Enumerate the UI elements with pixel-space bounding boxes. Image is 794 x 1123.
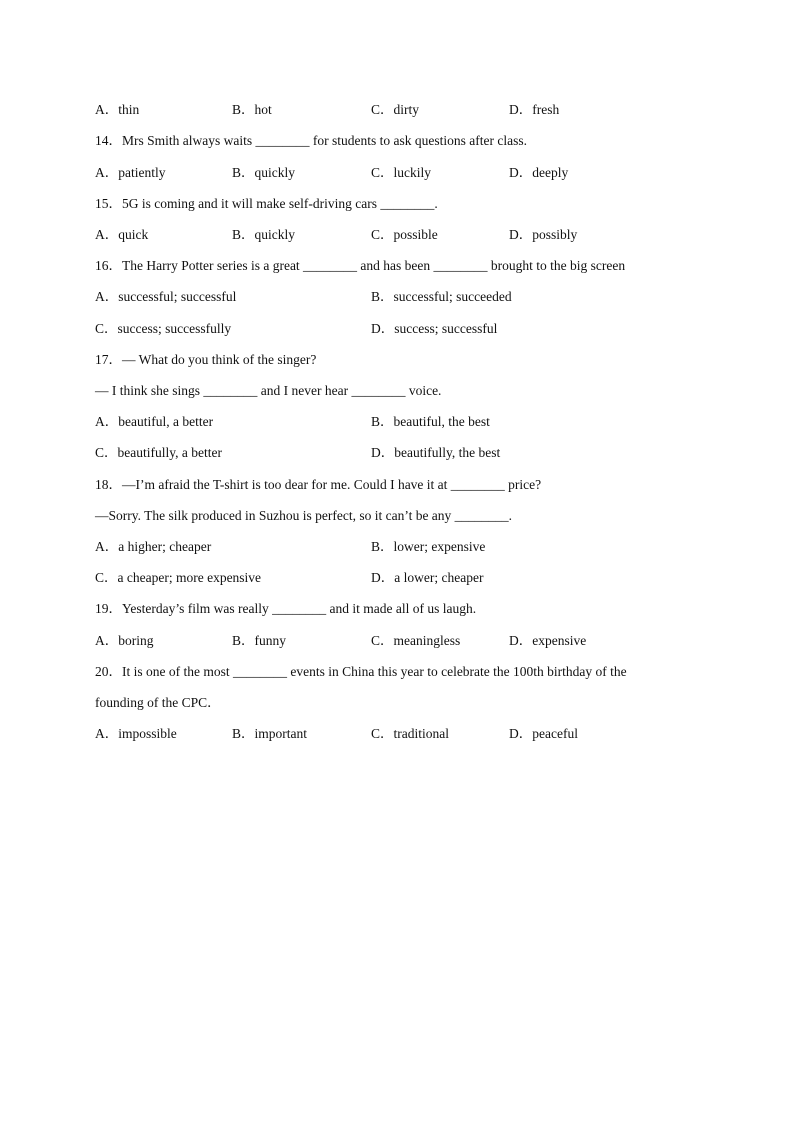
q18-stem-2: —Sorry. The silk produced in Suzhou is perfect, so it can’t be any ________.	[95, 508, 513, 523]
q16-option-c: C．success; successfully	[95, 321, 232, 336]
q13-option-b: B．hot	[232, 102, 272, 117]
q19-option-d: D．expensive	[509, 633, 587, 648]
q18-option-b: B．lower; expensive	[371, 539, 486, 554]
q17-option-c: C．beautifully, a better	[95, 445, 222, 460]
q20-stem-2: founding of the CPC．	[95, 695, 221, 710]
q15-stem: 15．5G is coming and it will make self-driving cars ________.	[95, 196, 438, 211]
q18-stem: 18．—I’m afraid the T-shirt is too dear for me. Could I have it at ________ price?	[95, 477, 542, 492]
q14-option-c: C．luckily	[371, 165, 431, 180]
q14-option-b: B．quickly	[232, 165, 295, 180]
q17-stem: 17．— What do you think of the singer?	[95, 352, 317, 367]
q19-option-b: B．funny	[232, 633, 286, 648]
q19-stem: 19．Yesterday’s film was really ________ and it made all of us laugh.	[95, 601, 477, 616]
q16-option-d: D．success; successful	[371, 321, 498, 336]
q14-stem: 14．Mrs Smith always waits ________ for students to ask questions after class.	[95, 133, 527, 148]
q14-option-a: A．patiently	[95, 165, 166, 180]
q18-option-c: C．a cheaper; more expensive	[95, 570, 262, 585]
q13-option-c: C．dirty	[371, 102, 420, 117]
q20-stem: 20．It is one of the most ________ events in China this year to celebrate the 100th birthday of the	[95, 664, 627, 679]
q20-option-b: B．important	[232, 726, 307, 741]
q16-option-b: B．successful; succeeded	[371, 289, 512, 304]
q16-stem: 16．The Harry Potter series is a great ________ and has been ________ brought to the big screen	[95, 258, 626, 273]
q17-stem-2: — I think she sings ________ and I never hear ________ voice.	[95, 383, 442, 398]
q20-option-a: A．impossible	[95, 726, 177, 741]
q19-option-a: A．boring	[95, 633, 154, 648]
q17-option-a: A．beautiful, a better	[95, 414, 214, 429]
q19-option-c: C．meaningless	[371, 633, 461, 648]
q20-option-c: C．traditional	[371, 726, 449, 741]
q18-option-a: A．a higher; cheaper	[95, 539, 212, 554]
q15-option-a: A．quick	[95, 227, 149, 242]
q18-option-d: D．a lower; cheaper	[371, 570, 484, 585]
q17-option-d: D．beautifully, the best	[371, 445, 501, 460]
q15-option-b: B．quickly	[232, 227, 295, 242]
q13-option-d: D．fresh	[509, 102, 560, 117]
q20-option-d: D．peaceful	[509, 726, 578, 741]
q16-option-a: A．successful; successful	[95, 289, 237, 304]
q13-option-a: A．thin	[95, 102, 140, 117]
q15-option-c: C．possible	[371, 227, 438, 242]
q17-option-b: B．beautiful, the best	[371, 414, 490, 429]
q14-option-d: D．deeply	[509, 165, 569, 180]
q15-option-d: D．possibly	[509, 227, 578, 242]
